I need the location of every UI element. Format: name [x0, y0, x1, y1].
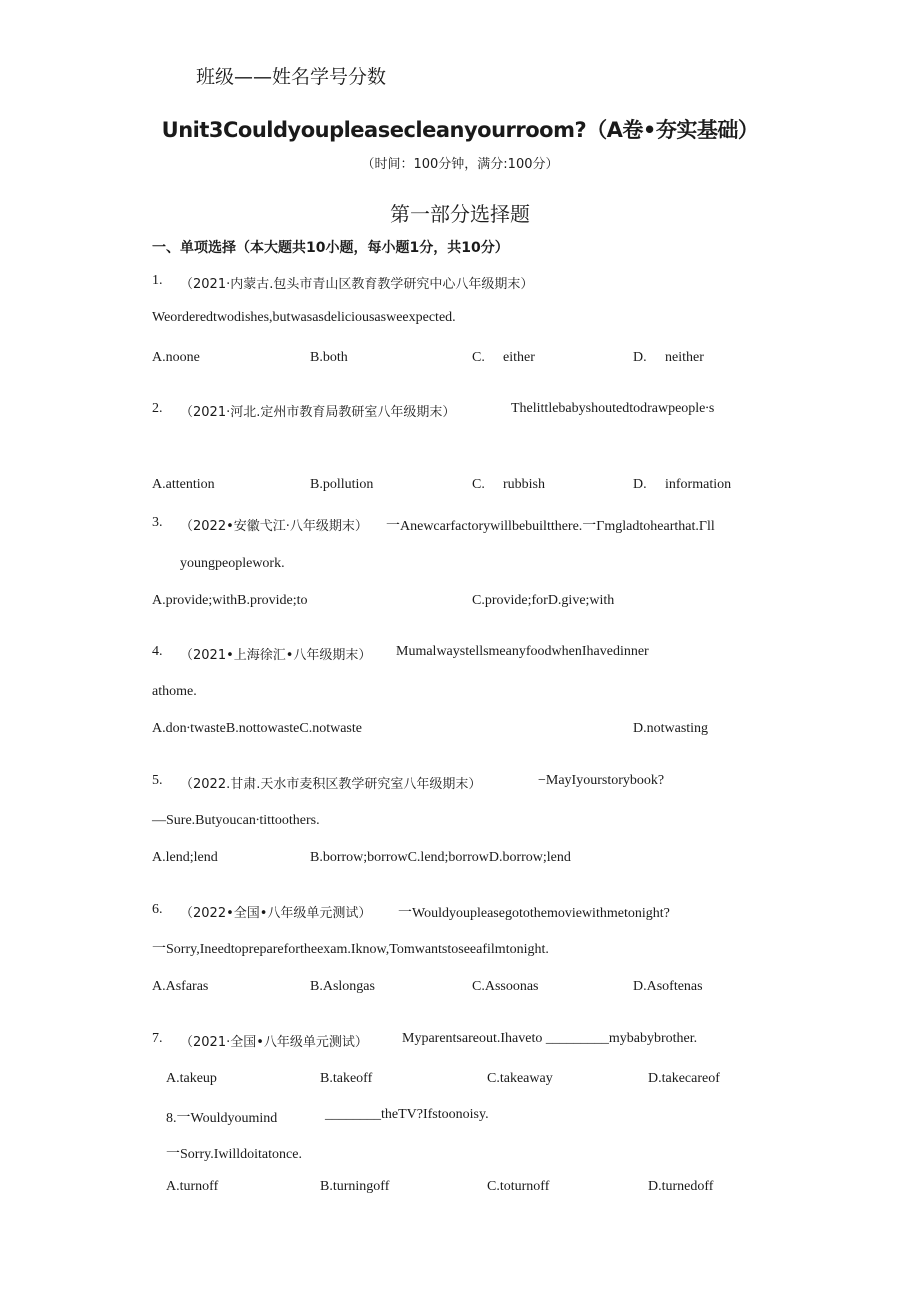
question-number: 6. — [152, 902, 163, 917]
question-source: （2021·内蒙古.包头市青山区教育教学研究中心八年级期末） — [180, 277, 534, 292]
question-source: （2022.甘肃.天水市麦积区教学研究室八年级期末） — [180, 777, 482, 792]
option-c: C.toturnoff — [487, 1179, 550, 1194]
option-c: either — [503, 350, 535, 365]
question-number: 5. — [152, 773, 163, 788]
question-stem-blank: ________theTV?Ifstoonoisy. — [325, 1107, 489, 1122]
question-source: （2021·河北.定州市教育局教研室八年级期末） — [180, 405, 456, 420]
question-stem-continued: 一Sorry,Ineedtopreparefortheexam.Iknow,Tomwantstoseeafilmtonight. — [152, 942, 549, 957]
option-d-label: D. — [633, 350, 647, 365]
option-d: information — [665, 477, 732, 492]
option-b: B.turningoff — [320, 1179, 390, 1194]
option-d-label: D. — [633, 477, 647, 492]
student-info-line: 班级——姓名学号分数 — [196, 66, 387, 88]
question-number: 4. — [152, 644, 163, 659]
option-b: B.both — [310, 350, 348, 365]
option-a-b-c: A.don∙twasteB.nottowasteC.notwaste — [152, 721, 362, 736]
option-d: neither — [665, 350, 704, 365]
option-a: A.takeup — [166, 1071, 217, 1086]
option-c: rubbish — [503, 477, 545, 492]
option-b: B.pollution — [310, 477, 374, 492]
option-c-d: C.provide;forD.give;with — [472, 593, 615, 608]
question-stem: 一Wouldyoupleasegotothemoviewithmetonight? — [398, 906, 670, 921]
part-heading: 第一部分选择题 — [390, 202, 530, 226]
question-source: （2022•安徽弋江·八年级期末） — [180, 519, 368, 534]
option-a-b: A.provide;withB.provide;to — [152, 593, 308, 608]
question-source: （2022•全国•八年级单元测试） — [180, 906, 372, 921]
option-d: D.turnedoff — [648, 1179, 714, 1194]
option-a: A.turnoff — [166, 1179, 219, 1194]
option-d: D.notwasting — [633, 721, 709, 736]
question-source: （2021·全国•八年级单元测试） — [180, 1035, 368, 1050]
question-stem-continued: youngpeoplework. — [180, 556, 285, 571]
option-c: C.Assoonas — [472, 979, 539, 994]
option-a: A.lend;lend — [152, 850, 218, 865]
question-stem-continued: athome. — [152, 684, 197, 699]
question-stem: 一Anewcarfactorywillbebuiltthere.一Γmgladtohearthat.Γll — [386, 519, 715, 534]
option-c-label: C. — [472, 477, 485, 492]
option-b: B.Aslongas — [310, 979, 375, 994]
question-stem: Myparentsareout.Ihaveto _________mybabybrother. — [402, 1031, 698, 1046]
question-stem: Weorderedtwodishes,butwasasdeliciousasweexpected. — [152, 310, 456, 325]
exam-meta: （时间：100分钟，满分:100分） — [361, 157, 559, 172]
option-a: A.attention — [152, 477, 215, 492]
option-d: D.takecareof — [648, 1071, 720, 1086]
option-d: D.Asoftenas — [633, 979, 703, 994]
question-number: 1. — [152, 273, 163, 288]
question-stem: −MayIyourstorybook? — [538, 773, 665, 788]
section-heading: 一、单项选择（本大题共10小题，每小题1分，共10分） — [152, 240, 509, 256]
option-a: A.noone — [152, 350, 200, 365]
option-c-label: C. — [472, 350, 485, 365]
question-number: 7. — [152, 1031, 163, 1046]
question-number: 2. — [152, 401, 163, 416]
option-b: B.takeoff — [320, 1071, 373, 1086]
question-stem: MumalwaystellsmeanyfoodwhenIhavedinner — [396, 644, 649, 659]
question-stem-continued: 一Sorry.Iwilldoitatonce. — [166, 1147, 302, 1162]
option-a: A.Asfaras — [152, 979, 209, 994]
question-stem: 8.一Wouldyoumind — [166, 1111, 278, 1126]
page-title: Unit3Couldyoupleasecleanyourroom?（A卷•夯实基础） — [161, 118, 759, 142]
question-source: （2021•上海徐汇•八年级期末） — [180, 648, 372, 663]
option-c: C.takeaway — [487, 1071, 553, 1086]
question-number: 3. — [152, 515, 163, 530]
option-b-c-d: B.borrow;borrowC.lend;borrowD.borrow;lend — [310, 850, 571, 865]
question-stem-continued: —Sure.Butyoucan∙tittoothers. — [152, 813, 320, 828]
question-stem: Thelittlebabyshoutedtodrawpeople∙s — [511, 401, 715, 416]
